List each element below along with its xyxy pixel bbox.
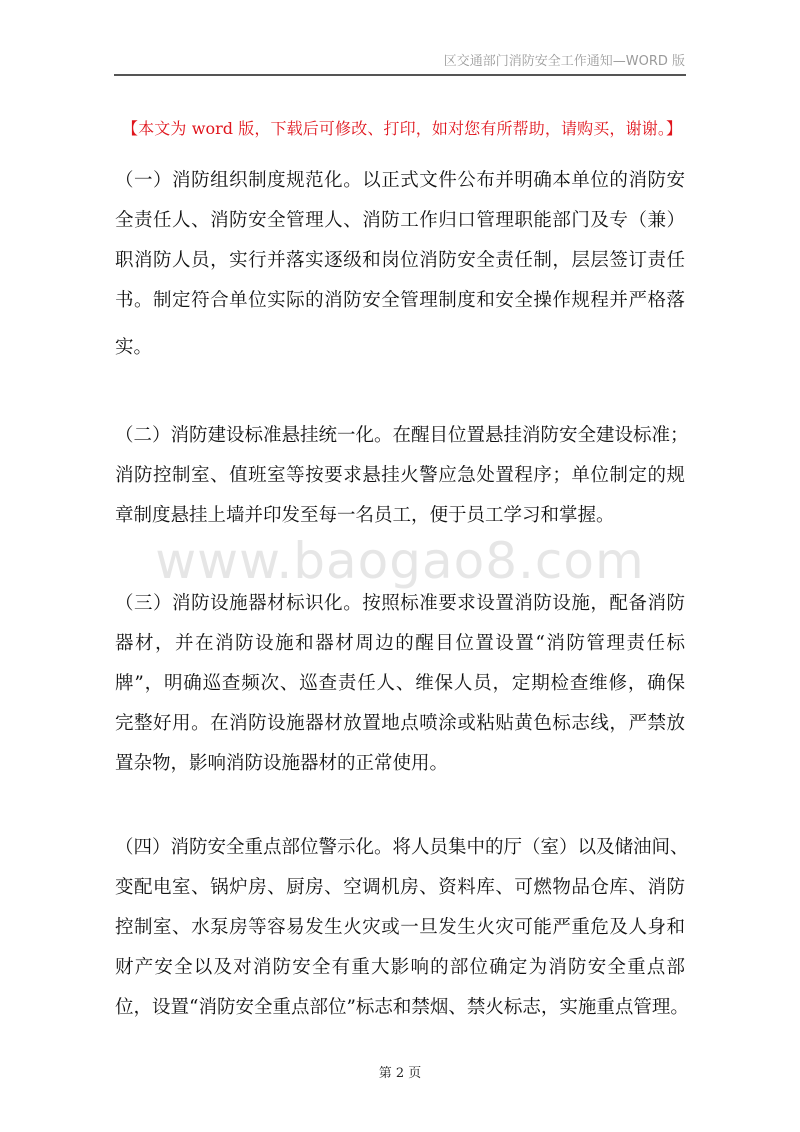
paragraph-2-line: 消防控制室、值班室等按要求悬挂火警应急处置程序；单位制定的规 (115, 465, 685, 486)
paragraph-1-line: （一）消防组织制度规范化。以正式文件公布并明确本单位的消防安 (115, 170, 685, 191)
header-divider (114, 74, 686, 76)
paragraph-1-line: 实。 (115, 337, 153, 358)
page-number: 第 2 页 (378, 1066, 422, 1081)
paragraph-1-line: 职消防人员，实行并落实逐级和岗位消防安全责任制，层层签订责任 (115, 250, 685, 271)
paragraph-4-line: 变配电室、锅炉房、厨房、空调机房、资料库、可燃物品仓库、消防 (115, 877, 685, 898)
paragraph-3-line: 牌”，明确巡查频次、巡查责任人、维保人员，定期检查维修，确保 (115, 673, 685, 694)
paragraph-4-line: 财产安全以及对消防安全有重大影响的部位确定为消防安全重点部 (115, 957, 685, 978)
paragraph-2-line: （二）消防建设标准悬挂统一化。在醒目位置悬挂消防安全建设标准； (115, 425, 689, 446)
paragraph-2-line: 章制度悬挂上墙并印发至每一名员工，便于员工学习和掌握。 (115, 505, 615, 526)
paragraph-4-line: （四）消防安全重点部位警示化。将人员集中的厅（室）以及储油间、 (115, 837, 689, 858)
paragraph-4-line: 控制室、水泵房等容易发生火灾或一旦发生火灾可能严重危及人身和 (115, 917, 685, 938)
paragraph-3-line: 器材，并在消防设施和器材周边的醒目位置设置“消防管理责任标 (115, 633, 685, 654)
paragraph-3-line: 完整好用。在消防设施器材放置地点喷涂或粘贴黄色标志线，严禁放 (115, 713, 685, 734)
paragraph-1-line: 书。制定符合单位实际的消防安全管理制度和安全操作规程并严格落 (115, 290, 685, 311)
purchase-notice: 【本文为 word 版，下载后可修改、打印，如对您有所帮助，请购买，谢谢。】 (122, 119, 682, 138)
paragraph-4-line: 位，设置“消防安全重点部位”标志和禁烟、禁火标志，实施重点管理。 (115, 997, 689, 1018)
watermark: www.baogao8.com (155, 532, 645, 590)
paragraph-3-line: （三）消防设施器材标识化。按照标准要求设置消防设施，配备消防 (115, 593, 685, 614)
paragraph-3-line: 置杂物，影响消防设施器材的正常使用。 (115, 753, 449, 774)
paragraph-1-line: 全责任人、消防安全管理人、消防工作归口管理职能部门及专（兼） (115, 210, 685, 231)
running-header: 区交通部门消防安全工作通知—WORD 版 (443, 54, 685, 69)
